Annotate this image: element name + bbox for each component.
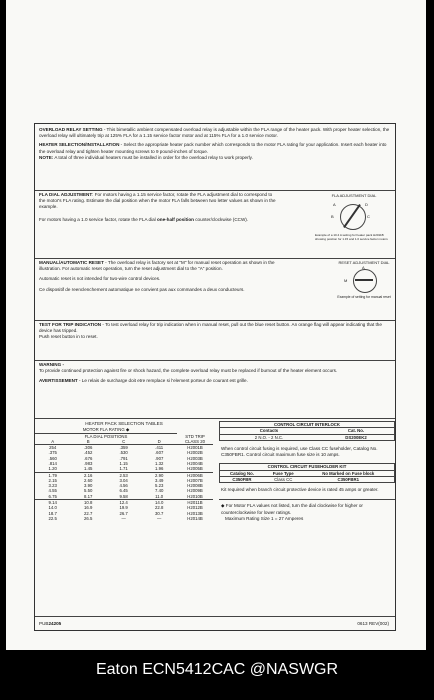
fla-value-cell: 1.20: [48, 466, 57, 472]
fla-value-cell: .359: [119, 445, 128, 451]
heater-catalog-cell: H2005B: [187, 466, 203, 472]
fla-value-cell: 1.15: [119, 460, 128, 466]
fla-value-cell: 1.79: [48, 472, 57, 478]
fla-value-cell: 2.15: [48, 477, 57, 483]
dial-positions-header: FLA DIAL POSITIONS: [84, 433, 128, 439]
fla-value-cell: .452: [83, 450, 93, 456]
fla-figure-title: FLA ADJUSTMENT DIAL: [331, 193, 377, 198]
motor-fla-header: MOTOR FLA RATING ◆: [35, 427, 177, 433]
fla-value-cell: .607: [154, 450, 164, 456]
dial-a-label: A: [362, 265, 365, 270]
dial-m-label: M: [344, 278, 348, 283]
fla-value-cell: 2.53: [119, 472, 128, 478]
fla-value-cell: 3.23: [48, 483, 57, 489]
fla-value-cell: 11.0: [155, 493, 164, 499]
fla-value-cell: 22.5: [48, 515, 57, 521]
fla-value-cell: 12.4: [119, 500, 128, 506]
heater-heading: HEATER SELECTION/INSTALLATION: [39, 142, 120, 148]
fla-value-cell: .560: [48, 455, 57, 461]
fla-value-cell: .411: [155, 445, 164, 451]
fla-value-cell: 7.40: [154, 488, 164, 494]
fla-value-cell: .306: [83, 445, 93, 451]
pub-prefix: PUB: [39, 621, 49, 626]
fla-value-cell: 1.32: [154, 460, 164, 466]
warning-text: To provide continued protection against fire or shock hazard, the complete overload relay must be replaced if burnout of the heater element occurs.: [39, 368, 338, 374]
dial-letter-d: D: [365, 202, 368, 207]
reset-pointer-icon: [355, 279, 373, 281]
fla-value-cell: 2.60: [83, 477, 93, 483]
heater-row: [35, 516, 213, 521]
reset-dial-icon: [353, 269, 377, 293]
reset-heading: MANUAL/AUTOMATIC RESET: [39, 260, 104, 265]
fla-text2-bold: one-half position: [156, 216, 194, 222]
heater-table: [35, 427, 213, 521]
interlock-table: [219, 421, 395, 441]
reset-figure-title: RESET ADJUSTMENT DIAL: [338, 260, 390, 265]
fla-value-cell: 14.0: [48, 505, 57, 511]
fuseholder-table: [219, 463, 395, 483]
fla-value-cell: 6.75: [48, 493, 57, 499]
heater-catalog-cell: H2004B: [187, 460, 203, 466]
dial-letter-a: A: [333, 202, 336, 207]
fuse-catalog: C350FBR: [232, 476, 252, 482]
heater-catalog-cell: H2013B: [187, 510, 203, 516]
max-rating: Maximum Rating Size 1 = 27 Amperes: [225, 515, 304, 521]
fla-value-cell: 2.16: [83, 472, 93, 478]
fla-value-cell: 26.5: [83, 515, 93, 521]
fla-value-cell: 9.58: [119, 493, 128, 499]
overload-section: [35, 126, 395, 162]
fla-value-cell: 4.55: [48, 488, 57, 494]
fla-value-cell: 6.45: [119, 488, 128, 494]
fla-value-cell: 9.14: [48, 500, 57, 506]
fla-dial-figure: [315, 193, 393, 241]
fla-heading: FLA DIAL ADJUSTMENT: [39, 192, 93, 197]
heater-catalog-cell: H2014B: [187, 515, 203, 521]
fla-value-cell: 254: [49, 445, 57, 451]
interlock-col-catno: Cat. No.: [347, 428, 365, 434]
fla-value-cell: 10.8: [83, 500, 93, 506]
heater-catalog-cell: H2009B: [187, 488, 203, 494]
motor-note-box: [219, 499, 395, 525]
note-text: A total of three individual heaters must be installed in order for the overload relay to work properly.: [53, 154, 253, 160]
reset-figure-caption: Example of setting for manual reset: [337, 295, 391, 299]
fuse-marked: C350FBR1: [337, 476, 360, 482]
fla-figure-caption: Example of a 10.4 A setting for heater pack H2011B showing position for 1.15 and 1.0 service factor motors: [315, 233, 388, 241]
watermark-caption: Eaton ECN5412CAC @NASWGR: [95, 661, 339, 678]
fuse-text: When control circuit fusing is required, use Class CC fuseholder, Catalog No. C350FBR1. Control circuit maximum fuse size is 10 amps.: [221, 445, 378, 458]
fla-value-cell: 3.49: [154, 477, 164, 483]
interlock-col-contacts: Contacts: [259, 428, 279, 434]
fla-value-cell: 3.90: [83, 483, 93, 489]
fla-value-cell: .530: [119, 450, 128, 456]
heater-catalog-cell: H2012B: [187, 505, 203, 511]
heater-catalog-cell: H2003B: [187, 455, 203, 461]
fuse-col-type: Fuse Type: [272, 470, 294, 476]
overload-heading: OVERLOAD RELAY SETTING: [39, 127, 103, 132]
instruction-panel: [34, 123, 396, 631]
note-label: NOTE:: [39, 154, 54, 160]
fla-text2-end: counter/clockwise (CCW).: [193, 216, 249, 222]
fla-value-cell: .791: [119, 455, 128, 461]
fla-dial-section: [35, 190, 395, 254]
fla-value-cell: 8.17: [83, 493, 93, 499]
fla-text2: For motors having a 1.0 service factor, rotate the FLA dial: [39, 216, 157, 222]
avert-text: - Le relais de surcharge doit etre remplace si l'element porteur de courant est grille.: [77, 378, 248, 384]
fuse-type: Class CC: [274, 476, 293, 482]
heater-catalog-cell: H2008B: [187, 483, 203, 489]
fla-value-cell: 26.7: [119, 510, 128, 516]
heater-table-area: [35, 419, 213, 521]
fla-value-cell: —: [121, 515, 126, 521]
fla-value-cell: 14.0: [154, 500, 164, 506]
heater-catalog-cell: H2006B: [187, 472, 203, 478]
fla-value-cell: 1.45: [83, 466, 93, 472]
fla-value-cell: 2.90: [154, 472, 164, 478]
dial-letter-b: B: [331, 214, 334, 219]
fla-text: : For motors having a 1.15 service factor, rotate the FLA adjustment dial to correspond to the motor's FLA rating. Estimate the dial position when the motor FLA falls between two letter values as shown in the example.: [39, 192, 276, 210]
fla-value-cell: 18.7: [48, 510, 57, 516]
heater-catalog-cell: H2002B: [187, 450, 203, 456]
fla-value-cell: 1.96: [154, 466, 164, 472]
reset-text3: Ce dispositif de reenclenchement automatique ne convient pas aux commandes a deux conducteurs.: [39, 286, 245, 292]
reset-text2: Automatic reset is not intended for two-wire control devices.: [39, 276, 161, 282]
overload-text: - This bimetallic ambient compensated overload relay is adjustable within the FLA range of the heater pack. With proper heater selection, the overload relay will ultimately trip at 125% FLA for a 1.15 service factor motor and at 115% FLA for a 1.0 service motor.: [39, 127, 390, 139]
fla-value-cell: 4.56: [119, 483, 128, 489]
fla-value-cell: 22.8: [154, 505, 164, 511]
fla-value-cell: 3.04: [119, 477, 128, 483]
fla-value-cell: —: [157, 515, 162, 521]
avert-heading: AVERTISSEMENT: [39, 378, 78, 384]
interlock-title: CONTROL CIRCUIT INTERLOCK: [220, 422, 395, 428]
trip-section: [35, 320, 395, 356]
fla-value-cell: 22.7: [83, 510, 93, 516]
col-d-header: D: [157, 438, 161, 444]
warning-heading: WARNING -: [39, 362, 65, 367]
fla-value-cell: .814: [48, 460, 57, 466]
kit-text: Kit required when branch circuit protective device is rated 45 amps or greater.: [221, 487, 379, 493]
heater-table-title: HEATER PACK SELECTION TABLES: [85, 421, 163, 426]
col-c-header: C: [122, 438, 126, 444]
doc-footer: [35, 616, 395, 630]
fuseholder-title: CONTROL CIRCUIT FUSEHOLDER KIT: [220, 464, 395, 470]
fuse-col-marked: No Marked on Fuse block: [322, 470, 375, 476]
heater-text: - Select the appropriate heater pack number which corresponds to the motor FLA rating for your application. Insert each heater into the overload relay and tighten heater mounting screws to 9 pound-inches of torque.: [39, 142, 387, 154]
heater-table-body: [35, 445, 213, 522]
trip-text: - To test overload relay for trip indication when in manual reset, pull out the blue reset button. An orange flag will appear indicating that the device has tripped.: [39, 322, 382, 334]
fla-value-cell: .907: [154, 455, 164, 461]
fla-value-cell: .676: [83, 455, 93, 461]
trip-text2: Push reset button in to reset.: [39, 334, 98, 340]
reset-section: [35, 258, 395, 316]
fla-value-cell: 30.7: [154, 510, 164, 516]
reset-text: - The overload relay is factory set at "M" for manual reset operation as shown in the illustration. For automatic reset operation, turn the reset adjustment dial to the "A" position.: [39, 260, 275, 272]
heater-catalog-cell: H2010B: [187, 493, 203, 499]
col-a-header: A: [51, 438, 55, 444]
reset-dial-figure: [335, 260, 393, 299]
heater-catalog-cell: H2001B: [187, 445, 203, 451]
fla-value-cell: .983: [83, 460, 93, 466]
fuse-col-catalog: Catalog No.: [230, 470, 254, 476]
fla-value-cell: 19.9: [119, 505, 128, 511]
std-trip-header: STD TRIP CLASS 20: [184, 433, 206, 444]
document-sheet: [6, 0, 426, 650]
heater-catalog-cell: H2007B: [187, 477, 203, 483]
pub-number: 24205: [48, 621, 62, 626]
dial-letter-c: C: [367, 214, 370, 219]
fla-value-cell: .375: [48, 450, 57, 456]
fla-value-cell: 5.23: [154, 483, 164, 489]
interlock-catno: DS200EK2: [345, 434, 367, 440]
fla-value-cell: 5.50: [83, 488, 93, 494]
tables-section: [35, 418, 395, 612]
warning-section: [35, 360, 395, 414]
trip-heading: TEST FOR TRIP INDICATION: [39, 322, 102, 327]
fla-value-cell: 1.71: [119, 466, 128, 472]
heater-catalog-cell: H2011B: [187, 500, 203, 506]
interlock-contacts: 2 N.O. - 2 N.C.: [254, 434, 284, 440]
revision: 0613 REV(002): [357, 621, 389, 626]
control-area: [219, 419, 395, 525]
col-b-header: B: [86, 438, 90, 444]
motor-note: ◆ For Motor FLA values not listed, turn the dial clockwise for higher or counterclockwise for lower ratings.: [221, 503, 363, 515]
fla-value-cell: 16.9: [83, 505, 93, 511]
